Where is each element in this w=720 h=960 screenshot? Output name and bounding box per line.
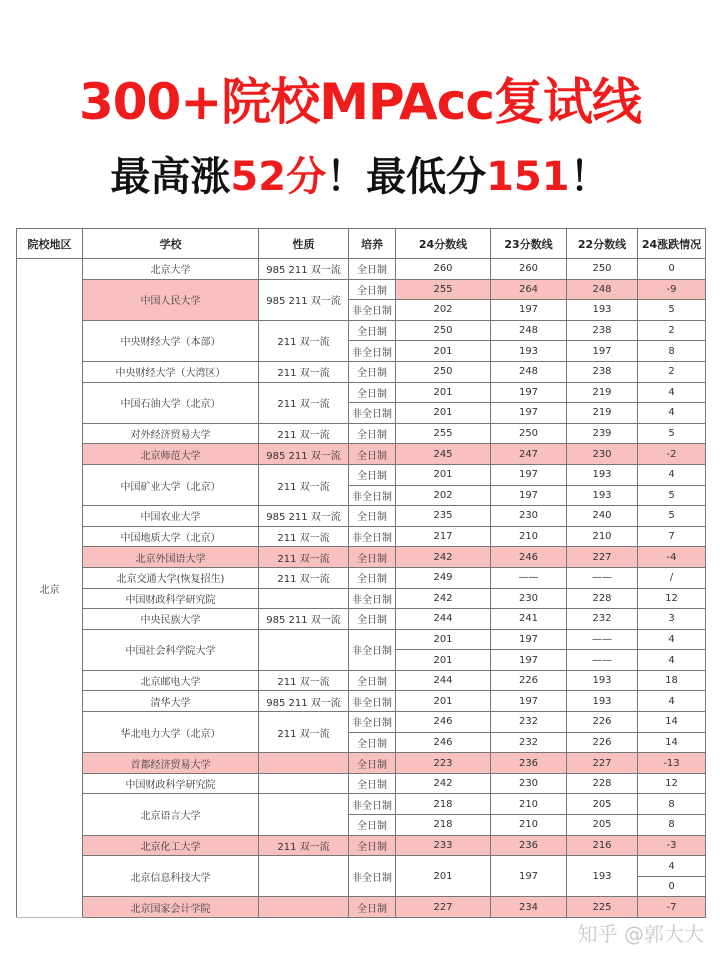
table-row — [17, 609, 706, 630]
score-22-cell: 230 — [567, 444, 638, 465]
nature-cell — [259, 794, 349, 835]
table-row — [17, 670, 706, 691]
school-cell: 中央财经大学（大湾区） — [83, 361, 259, 382]
score-22-cell: 216 — [567, 835, 638, 856]
score-24-cell: 202 — [396, 300, 491, 321]
score-23-cell: 264 — [491, 279, 567, 300]
score-23-cell: 197 — [491, 485, 567, 506]
table-row — [17, 753, 706, 774]
table-row — [17, 773, 706, 794]
program-cell: 非全日制 — [349, 856, 396, 897]
score-24-cell: 233 — [396, 835, 491, 856]
score-23-cell: 247 — [491, 444, 567, 465]
change-cell: 2 — [638, 320, 706, 341]
score-23-cell: 241 — [491, 609, 567, 630]
change-cell: -9 — [638, 279, 706, 300]
score-23-cell: 230 — [491, 506, 567, 527]
score-24-cell: 242 — [396, 588, 491, 609]
subtitle-text: ！最低分 — [326, 154, 487, 200]
score-23-cell: 236 — [491, 753, 567, 774]
column-header: 24分数线 — [396, 229, 491, 259]
table-row — [17, 361, 706, 382]
column-header: 学校 — [83, 229, 259, 259]
score-23-cell: 197 — [491, 856, 567, 897]
score-22-cell: 228 — [567, 773, 638, 794]
score-23-cell: 232 — [491, 712, 567, 733]
table-header — [17, 229, 706, 259]
score-23-cell: 230 — [491, 588, 567, 609]
nature-cell: 211 双一流 — [259, 670, 349, 691]
table-row — [17, 588, 706, 609]
score-23-cell: 226 — [491, 670, 567, 691]
nature-cell — [259, 753, 349, 774]
program-cell: 非全日制 — [349, 341, 396, 362]
program-cell: 全日制 — [349, 897, 396, 918]
score-24-cell: 249 — [396, 567, 491, 588]
school-cell: 中央财经大学（本部） — [83, 320, 259, 361]
change-cell: -7 — [638, 897, 706, 918]
program-cell: 非全日制 — [349, 300, 396, 321]
program-cell: 全日制 — [349, 753, 396, 774]
score-23-cell: 248 — [491, 320, 567, 341]
program-cell: 全日制 — [349, 361, 396, 382]
column-header: 性质 — [259, 229, 349, 259]
school-cell: 对外经济贸易大学 — [83, 423, 259, 444]
program-cell: 全日制 — [349, 547, 396, 568]
score-22-cell: 238 — [567, 320, 638, 341]
school-cell: 北京国家会计学院 — [83, 897, 259, 918]
table-row — [17, 259, 706, 280]
table-row — [17, 506, 706, 527]
score-22-cell: 219 — [567, 382, 638, 403]
change-cell: 5 — [638, 485, 706, 506]
score-22-cell: 232 — [567, 609, 638, 630]
change-cell: 0 — [638, 259, 706, 280]
score-22-cell: 227 — [567, 547, 638, 568]
change-cell: 4 — [638, 650, 706, 671]
nature-cell: 985 211 双一流 — [259, 444, 349, 465]
program-cell: 非全日制 — [349, 485, 396, 506]
table-row — [17, 567, 706, 588]
program-cell: 全日制 — [349, 815, 396, 836]
score-24-cell: 246 — [396, 712, 491, 733]
score-22-cell: 193 — [567, 485, 638, 506]
school-cell: 中国财政科学研究院 — [83, 588, 259, 609]
score-24-cell: 223 — [396, 753, 491, 774]
nature-cell — [259, 629, 349, 670]
score-24-cell: 260 — [396, 259, 491, 280]
nature-cell — [259, 856, 349, 897]
score-24-cell: 201 — [396, 382, 491, 403]
table-row — [17, 712, 706, 733]
score-24-cell: 242 — [396, 773, 491, 794]
program-cell: 全日制 — [349, 279, 396, 300]
min-score: 151 — [486, 154, 570, 200]
nature-cell: 985 211 双一流 — [259, 259, 349, 280]
program-cell: 全日制 — [349, 444, 396, 465]
program-cell: 非全日制 — [349, 691, 396, 712]
change-cell: 4 — [638, 856, 706, 877]
score-23-cell: 193 — [491, 341, 567, 362]
watermark: 知乎 @郭大大 — [577, 922, 704, 946]
score-24-cell: 201 — [396, 691, 491, 712]
page-title: 300+院校MPAcc复试线 — [78, 73, 642, 131]
table-row — [17, 835, 706, 856]
score-24-cell: 201 — [396, 464, 491, 485]
program-cell: 全日制 — [349, 567, 396, 588]
score-23-cell: 210 — [491, 526, 567, 547]
change-cell: 4 — [638, 403, 706, 424]
change-cell: 18 — [638, 670, 706, 691]
table-row — [17, 547, 706, 568]
score-23-cell: 230 — [491, 773, 567, 794]
change-cell: 8 — [638, 794, 706, 815]
school-cell: 中国石油大学（北京） — [83, 382, 259, 423]
score-24-cell: 201 — [396, 403, 491, 424]
table-row — [17, 382, 706, 403]
program-cell: 非全日制 — [349, 629, 396, 670]
table-row — [17, 320, 706, 341]
score-23-cell: 250 — [491, 423, 567, 444]
score-22-cell: 239 — [567, 423, 638, 444]
program-cell: 非全日制 — [349, 588, 396, 609]
score-22-cell: 240 — [567, 506, 638, 527]
score-23-cell: 197 — [491, 300, 567, 321]
school-cell: 清华大学 — [83, 691, 259, 712]
score-24-cell: 235 — [396, 506, 491, 527]
score-23-cell: 246 — [491, 547, 567, 568]
score-22-cell: 219 — [567, 403, 638, 424]
score-22-cell: 227 — [567, 753, 638, 774]
program-cell: 非全日制 — [349, 403, 396, 424]
score-22-cell: 205 — [567, 794, 638, 815]
nature-cell: 211 双一流 — [259, 567, 349, 588]
score-table — [16, 228, 706, 918]
school-cell: 中国财政科学研究院 — [83, 773, 259, 794]
school-cell: 北京师范大学 — [83, 444, 259, 465]
change-cell: / — [638, 567, 706, 588]
change-cell: 3 — [638, 609, 706, 630]
change-cell: -2 — [638, 444, 706, 465]
score-24-cell: 217 — [396, 526, 491, 547]
change-cell: -13 — [638, 753, 706, 774]
change-cell: 12 — [638, 588, 706, 609]
school-cell: 中国地质大学（北京） — [83, 526, 259, 547]
school-cell: 北京语言大学 — [83, 794, 259, 835]
table-row — [17, 897, 706, 918]
school-cell: 中国农业大学 — [83, 506, 259, 527]
score-24-cell: 218 — [396, 794, 491, 815]
school-cell: 北京大学 — [83, 259, 259, 280]
school-cell: 中国人民大学 — [83, 279, 259, 320]
score-23-cell: 210 — [491, 794, 567, 815]
score-24-cell: 242 — [396, 547, 491, 568]
score-24-cell: 250 — [396, 361, 491, 382]
nature-cell: 211 双一流 — [259, 712, 349, 753]
score-23-cell: 210 — [491, 815, 567, 836]
program-cell: 全日制 — [349, 773, 396, 794]
score-22-cell: 226 — [567, 712, 638, 733]
score-23-cell: 234 — [491, 897, 567, 918]
score-24-cell: 255 — [396, 279, 491, 300]
subtitle-text: 最高涨 — [110, 154, 231, 200]
column-header: 23分数线 — [491, 229, 567, 259]
change-cell: 7 — [638, 526, 706, 547]
program-cell: 全日制 — [349, 464, 396, 485]
change-cell: 4 — [638, 691, 706, 712]
nature-cell: 211 双一流 — [259, 526, 349, 547]
change-cell: 0 — [638, 876, 706, 897]
program-cell: 非全日制 — [349, 526, 396, 547]
score-24-cell: 201 — [396, 629, 491, 650]
column-header: 24涨跌情况 — [638, 229, 706, 259]
table-row — [17, 526, 706, 547]
table-row — [17, 444, 706, 465]
score-22-cell: —— — [567, 650, 638, 671]
table-row — [17, 856, 706, 877]
change-cell: 4 — [638, 629, 706, 650]
score-24-cell: 245 — [396, 444, 491, 465]
table-row — [17, 279, 706, 300]
table-row — [17, 629, 706, 650]
score-22-cell: 226 — [567, 732, 638, 753]
change-cell: 8 — [638, 341, 706, 362]
score-23-cell: 197 — [491, 629, 567, 650]
school-cell: 北京交通大学(恢复招生) — [83, 567, 259, 588]
subtitle — [0, 145, 720, 202]
school-cell: 中国社会科学院大学 — [83, 629, 259, 670]
score-24-cell: 201 — [396, 856, 491, 897]
program-cell: 全日制 — [349, 609, 396, 630]
score-23-cell: 197 — [491, 650, 567, 671]
score-22-cell: 238 — [567, 361, 638, 382]
subtitle-text: ！ — [569, 154, 610, 200]
score-22-cell: 225 — [567, 897, 638, 918]
change-cell: 14 — [638, 732, 706, 753]
score-23-cell: 197 — [491, 691, 567, 712]
score-22-cell: 205 — [567, 815, 638, 836]
score-22-cell: 228 — [567, 588, 638, 609]
change-cell: 12 — [638, 773, 706, 794]
school-cell: 中央民族大学 — [83, 609, 259, 630]
score-22-cell: 210 — [567, 526, 638, 547]
max-rise: 52分 — [230, 154, 327, 200]
nature-cell: 211 双一流 — [259, 361, 349, 382]
score-22-cell: 193 — [567, 856, 638, 897]
nature-cell: 985 211 双一流 — [259, 279, 349, 320]
change-cell: 5 — [638, 300, 706, 321]
change-cell: 4 — [638, 382, 706, 403]
score-24-cell: 218 — [396, 815, 491, 836]
column-header: 22分数线 — [567, 229, 638, 259]
program-cell: 全日制 — [349, 835, 396, 856]
nature-cell: 211 双一流 — [259, 382, 349, 423]
score-23-cell: 260 — [491, 259, 567, 280]
program-cell: 非全日制 — [349, 712, 396, 733]
change-cell: 8 — [638, 815, 706, 836]
nature-cell: 211 双一流 — [259, 547, 349, 568]
score-23-cell: 236 — [491, 835, 567, 856]
table-row — [17, 691, 706, 712]
score-24-cell: 202 — [396, 485, 491, 506]
change-cell: 5 — [638, 506, 706, 527]
change-cell: 4 — [638, 464, 706, 485]
nature-cell — [259, 773, 349, 794]
score-24-cell: 244 — [396, 609, 491, 630]
program-cell: 全日制 — [349, 320, 396, 341]
school-cell: 北京信息科技大学 — [83, 856, 259, 897]
score-22-cell: 193 — [567, 300, 638, 321]
school-cell: 北京化工大学 — [83, 835, 259, 856]
score-22-cell: 193 — [567, 691, 638, 712]
score-22-cell: —— — [567, 567, 638, 588]
nature-cell: 985 211 双一流 — [259, 609, 349, 630]
school-cell: 首都经济贸易大学 — [83, 753, 259, 774]
nature-cell: 211 双一流 — [259, 835, 349, 856]
region-cell: 北京 — [17, 259, 83, 918]
nature-cell — [259, 588, 349, 609]
nature-cell — [259, 897, 349, 918]
table-row — [17, 794, 706, 815]
nature-cell: 211 双一流 — [259, 423, 349, 444]
score-24-cell: 227 — [396, 897, 491, 918]
score-24-cell: 246 — [396, 732, 491, 753]
nature-cell: 985 211 双一流 — [259, 691, 349, 712]
score-24-cell: 255 — [396, 423, 491, 444]
score-22-cell: 193 — [567, 670, 638, 691]
nature-cell: 985 211 双一流 — [259, 506, 349, 527]
score-22-cell: 197 — [567, 341, 638, 362]
score-24-cell: 244 — [396, 670, 491, 691]
table-row — [17, 464, 706, 485]
score-23-cell: 197 — [491, 464, 567, 485]
table-row — [17, 423, 706, 444]
program-cell: 全日制 — [349, 382, 396, 403]
column-header: 院校地区 — [17, 229, 83, 259]
school-cell: 北京外国语大学 — [83, 547, 259, 568]
score-24-cell: 201 — [396, 650, 491, 671]
column-header: 培养 — [349, 229, 396, 259]
program-cell: 全日制 — [349, 259, 396, 280]
school-cell: 中国矿业大学（北京） — [83, 464, 259, 505]
change-cell: -3 — [638, 835, 706, 856]
change-cell: 2 — [638, 361, 706, 382]
program-cell: 非全日制 — [349, 794, 396, 815]
score-22-cell: 250 — [567, 259, 638, 280]
score-24-cell: 250 — [396, 320, 491, 341]
score-22-cell: 248 — [567, 279, 638, 300]
change-cell: 5 — [638, 423, 706, 444]
nature-cell: 211 双一流 — [259, 464, 349, 505]
score-22-cell: 193 — [567, 464, 638, 485]
program-cell: 全日制 — [349, 670, 396, 691]
change-cell: 14 — [638, 712, 706, 733]
score-24-cell: 201 — [396, 341, 491, 362]
score-23-cell: 197 — [491, 382, 567, 403]
score-23-cell: 248 — [491, 361, 567, 382]
nature-cell: 211 双一流 — [259, 320, 349, 361]
program-cell: 全日制 — [349, 423, 396, 444]
score-23-cell: 232 — [491, 732, 567, 753]
change-cell: -4 — [638, 547, 706, 568]
score-23-cell: —— — [491, 567, 567, 588]
score-23-cell: 197 — [491, 403, 567, 424]
program-cell: 全日制 — [349, 506, 396, 527]
school-cell: 华北电力大学（北京） — [83, 712, 259, 753]
school-cell: 北京邮电大学 — [83, 670, 259, 691]
score-22-cell: —— — [567, 629, 638, 650]
program-cell: 全日制 — [349, 732, 396, 753]
